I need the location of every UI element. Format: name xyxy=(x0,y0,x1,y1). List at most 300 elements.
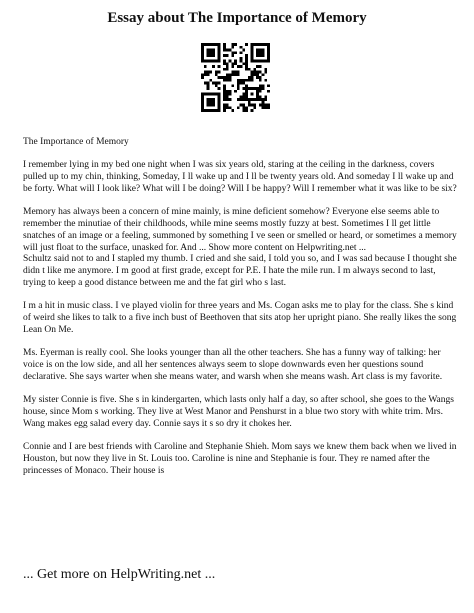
qr-module xyxy=(259,76,262,79)
qr-module xyxy=(209,51,212,54)
qr-module xyxy=(251,98,254,101)
qr-module xyxy=(223,79,226,82)
qr-module xyxy=(264,104,267,107)
qr-module xyxy=(267,54,270,57)
qr-module xyxy=(229,79,232,82)
qr-module xyxy=(212,109,215,112)
qr-module xyxy=(242,104,245,107)
qr-module xyxy=(229,93,232,96)
qr-module xyxy=(242,98,245,101)
qr-module xyxy=(231,84,234,87)
qr-module xyxy=(240,57,243,60)
qr-module xyxy=(259,43,262,46)
qr-module xyxy=(262,84,265,87)
qr-module xyxy=(267,51,270,54)
qr-module xyxy=(201,95,204,98)
qr-module xyxy=(223,106,226,109)
qr-module xyxy=(231,73,234,76)
qr-module xyxy=(248,79,251,82)
qr-module xyxy=(207,104,210,107)
qr-module xyxy=(264,98,267,101)
qr-module xyxy=(201,54,204,57)
qr-module xyxy=(218,106,221,109)
qr-module xyxy=(267,49,270,52)
qr-module xyxy=(259,60,262,63)
qr-module xyxy=(245,65,248,68)
qr-module xyxy=(262,73,265,76)
qr-module xyxy=(242,49,245,52)
qr-module xyxy=(212,82,215,85)
qr-module xyxy=(223,76,226,79)
qr-module xyxy=(251,51,254,54)
qr-module xyxy=(251,49,254,52)
qr-module xyxy=(237,82,240,85)
qr-module xyxy=(207,109,210,112)
qr-module xyxy=(231,54,234,57)
qr-module xyxy=(251,109,254,112)
qr-module xyxy=(201,104,204,107)
qr-module xyxy=(215,93,218,96)
qr-module xyxy=(231,62,234,65)
qr-module xyxy=(201,43,204,46)
qr-module xyxy=(259,90,262,93)
qr-module xyxy=(201,76,204,79)
paragraph-6: My sister Connie is five. She s in kindergarten, which lasts only half a day, so after school, she goes to the Wangs house, since Mom s working. They live at West Manor and Penshurst in a blue two story with white trim. Mrs. Wang makes egg salad every day. Connie says it s so dry it chokes her. xyxy=(23,395,454,429)
qr-module xyxy=(212,104,215,107)
paragraph-2: Memory has always been a concern of mine mainly, is mine deficient somehow? Everyone else seems able to remember the minutiae of their childhoods, while mine seems mostly fuzzy at best. Sometimes I ll get little snatches of an image or a feeling, summoned by something I ve seen or smelled or heard, or sometimes a memory will just float to the surface, unasked for. And ... Show more content on Helpwriting.net ... xyxy=(23,207,457,253)
qr-module xyxy=(264,60,267,63)
qr-module xyxy=(262,60,265,63)
qr-module xyxy=(234,90,237,93)
qr-module xyxy=(240,98,243,101)
qr-module xyxy=(245,84,248,87)
qr-module xyxy=(212,49,215,52)
qr-module xyxy=(251,57,254,60)
qr-module xyxy=(267,90,270,93)
qr-module xyxy=(223,84,226,87)
qr-module xyxy=(209,93,212,96)
document-title: Essay about The Importance of Memory xyxy=(107,10,367,26)
qr-module xyxy=(207,101,210,104)
qr-module xyxy=(253,43,256,46)
qr-module xyxy=(256,90,259,93)
qr-module xyxy=(256,87,259,90)
qr-module xyxy=(229,49,232,52)
qr-module xyxy=(240,46,243,49)
qr-module xyxy=(242,87,245,90)
qr-module xyxy=(242,62,245,65)
qr-module xyxy=(248,68,251,71)
qr-module xyxy=(204,93,207,96)
qr-module xyxy=(212,65,215,68)
qr-module xyxy=(231,71,234,74)
qr-module xyxy=(256,60,259,63)
qr-module xyxy=(240,79,243,82)
qr-module xyxy=(234,71,237,74)
qr-module xyxy=(248,76,251,79)
qr-module xyxy=(212,54,215,57)
qr-module xyxy=(218,43,221,46)
qr-module xyxy=(234,51,237,54)
qr-module xyxy=(207,73,210,76)
qr-module xyxy=(201,49,204,52)
qr-module xyxy=(240,51,243,54)
qr-module xyxy=(234,43,237,46)
qr-module xyxy=(218,104,221,107)
paragraph-4: I m a hit in music class. I ve played violin for three years and Ms. Cogan asks me to play for the class. She s kind of weird she likes to talk to a five inch bust of Beethoven that sits atop her upright piano. She really likes the song Lean On Me. xyxy=(23,301,457,335)
qr-module xyxy=(207,54,210,57)
qr-module xyxy=(223,54,226,57)
qr-module xyxy=(253,106,256,109)
qr-module xyxy=(267,84,270,87)
qr-module xyxy=(209,43,212,46)
qr-module xyxy=(223,93,226,96)
qr-module xyxy=(207,60,210,63)
qr-module xyxy=(237,98,240,101)
qr-module xyxy=(207,43,210,46)
qr-module xyxy=(251,93,254,96)
qr-module xyxy=(259,71,262,74)
qr-module xyxy=(253,73,256,76)
qr-module xyxy=(264,43,267,46)
qr-module xyxy=(229,90,232,93)
qr-module xyxy=(259,98,262,101)
qr-module xyxy=(231,65,234,68)
qr-module xyxy=(204,43,207,46)
qr-module xyxy=(262,54,265,57)
qr-module xyxy=(259,49,262,52)
qr-module xyxy=(223,95,226,98)
qr-module xyxy=(240,65,243,68)
qr-module xyxy=(226,54,229,57)
qr-module xyxy=(215,73,218,76)
qr-module xyxy=(226,98,229,101)
qr-module xyxy=(253,98,256,101)
qr-module xyxy=(209,109,212,112)
qr-module xyxy=(264,95,267,98)
qr-module xyxy=(251,73,254,76)
qr-module xyxy=(212,93,215,96)
qr-module xyxy=(223,109,226,112)
essay-heading: The Importance of Memory xyxy=(23,137,129,147)
qr-module xyxy=(248,98,251,101)
qr-module xyxy=(226,68,229,71)
qr-module xyxy=(259,87,262,90)
qr-module xyxy=(245,79,248,82)
qr-module xyxy=(201,101,204,104)
qr-module xyxy=(223,62,226,65)
qr-module xyxy=(264,106,267,109)
qr-module xyxy=(223,60,226,63)
qr-module xyxy=(201,106,204,109)
qr-module xyxy=(226,95,229,98)
qr-module xyxy=(251,71,254,74)
qr-module xyxy=(207,49,210,52)
qr-module xyxy=(207,82,210,85)
qr-module xyxy=(259,65,262,68)
qr-module xyxy=(248,87,251,90)
qr-module xyxy=(212,43,215,46)
paragraph-3: Schultz said not to and I stapled my thumb. I cried and she said, I told you so, and I was sad because I thought she didn t like me anymore. I m good at first grade, except for P.E. I hate the mile run. I m always second to last, trying to keep a good distance between me and the fat girl who s last. xyxy=(23,254,457,288)
qr-module xyxy=(262,87,265,90)
qr-module xyxy=(251,76,254,79)
qr-module xyxy=(229,60,232,63)
get-more-link[interactable]: ... Get more on HelpWriting.net ... xyxy=(23,567,216,582)
qr-module xyxy=(256,51,259,54)
essay-body xyxy=(23,137,457,489)
qr-module xyxy=(220,76,223,79)
qr-module xyxy=(201,46,204,49)
qr-module xyxy=(218,76,221,79)
qr-module xyxy=(259,95,262,98)
qr-module xyxy=(259,84,262,87)
qr-module xyxy=(209,60,212,63)
qr-module xyxy=(242,109,245,112)
qr-module xyxy=(253,71,256,74)
qr-module xyxy=(237,79,240,82)
qr-module xyxy=(234,60,237,63)
qr-module xyxy=(256,49,259,52)
qr-module xyxy=(267,106,270,109)
qr-module xyxy=(245,87,248,90)
qr-module xyxy=(201,93,204,96)
qr-module xyxy=(267,43,270,46)
qr-module xyxy=(262,98,265,101)
qr-module xyxy=(251,60,254,63)
qr-module xyxy=(259,104,262,107)
qr-module xyxy=(226,93,229,96)
qr-module xyxy=(245,109,248,112)
qr-module xyxy=(242,106,245,109)
qr-module xyxy=(226,62,229,65)
qr-module xyxy=(212,101,215,104)
qr-module xyxy=(242,79,245,82)
qr-module xyxy=(218,82,221,85)
qr-module xyxy=(267,46,270,49)
qr-module xyxy=(218,101,221,104)
qr-module xyxy=(229,98,232,101)
qr-module xyxy=(218,71,221,74)
qr-module xyxy=(201,60,204,63)
qr-module xyxy=(218,87,221,90)
qr-module xyxy=(242,95,245,98)
qr-module xyxy=(209,49,212,52)
qr-module xyxy=(256,73,259,76)
qr-module xyxy=(256,65,259,68)
qr-module xyxy=(226,90,229,93)
qr-module xyxy=(207,93,210,96)
qr-module xyxy=(259,51,262,54)
qr-module xyxy=(223,87,226,90)
qr-module xyxy=(226,65,229,68)
qr-module xyxy=(251,79,254,82)
qr-module xyxy=(207,98,210,101)
qr-module xyxy=(209,98,212,101)
qr-module xyxy=(218,46,221,49)
qr-module xyxy=(209,54,212,57)
qr-module xyxy=(237,73,240,76)
qr-module xyxy=(256,98,259,101)
qr-module xyxy=(229,73,232,76)
qr-module xyxy=(231,51,234,54)
qr-module xyxy=(237,84,240,87)
qr-module xyxy=(212,98,215,101)
qr-module xyxy=(231,43,234,46)
qr-module xyxy=(253,60,256,63)
qr-module xyxy=(253,104,256,107)
qr-module xyxy=(259,79,262,82)
qr-module xyxy=(264,68,267,71)
qr-module xyxy=(223,68,226,71)
qr-module xyxy=(237,71,240,74)
qr-module xyxy=(204,60,207,63)
qr-module xyxy=(209,101,212,104)
qr-module xyxy=(215,43,218,46)
qr-module xyxy=(226,73,229,76)
qr-module xyxy=(264,79,267,82)
qr-module xyxy=(262,101,265,104)
qr-module xyxy=(240,82,243,85)
qr-module xyxy=(215,60,218,63)
qr-module xyxy=(223,104,226,107)
qr-module xyxy=(201,109,204,112)
qr-module xyxy=(209,79,212,82)
qr-module xyxy=(262,51,265,54)
qr-module xyxy=(204,82,207,85)
qr-module xyxy=(262,106,265,109)
qr-module xyxy=(259,54,262,57)
qr-module xyxy=(240,95,243,98)
qr-module xyxy=(212,51,215,54)
qr-module xyxy=(234,62,237,65)
qr-module xyxy=(267,60,270,63)
qr-module xyxy=(256,76,259,79)
qr-module xyxy=(209,71,212,74)
qr-module xyxy=(262,49,265,52)
qr-module xyxy=(207,71,210,74)
qr-module xyxy=(204,73,207,76)
qr-module xyxy=(237,87,240,90)
qr-module xyxy=(218,49,221,52)
qr-module xyxy=(245,95,248,98)
qr-module xyxy=(253,68,256,71)
qr-module xyxy=(237,65,240,68)
qr-module xyxy=(251,54,254,57)
qr-module xyxy=(215,82,218,85)
qr-module xyxy=(207,84,210,87)
qr-module xyxy=(218,51,221,54)
qr-module xyxy=(212,60,215,63)
qr-module xyxy=(234,73,237,76)
qr-module xyxy=(245,68,248,71)
qr-module xyxy=(204,109,207,112)
qr-module xyxy=(218,60,221,63)
qr-module xyxy=(245,60,248,63)
qr-module xyxy=(245,57,248,60)
qr-module xyxy=(218,57,221,60)
qr-module xyxy=(218,109,221,112)
qr-module xyxy=(245,106,248,109)
qr-module xyxy=(204,65,207,68)
qr-module xyxy=(245,98,248,101)
qr-module xyxy=(242,93,245,96)
qr-module xyxy=(256,95,259,98)
qr-module xyxy=(262,104,265,107)
paragraph-5: Ms. Eyerman is really cool. She looks younger than all the other teachers. She has a funny way of talking: her voice is on the low side, and all her sentences always seem to slope downwards even her questions sound declarative. She says warter when she means water, and warsh when she means wash. Art class is my favorite. xyxy=(23,348,443,382)
qr-module xyxy=(237,106,240,109)
qr-module xyxy=(245,90,248,93)
qr-code-icon xyxy=(201,43,270,112)
qr-module xyxy=(226,104,229,107)
qr-module xyxy=(248,104,251,107)
qr-module xyxy=(262,43,265,46)
qr-module xyxy=(251,87,254,90)
qr-module xyxy=(218,93,221,96)
qr-module xyxy=(231,109,234,112)
qr-module xyxy=(267,104,270,107)
qr-module xyxy=(201,51,204,54)
qr-module xyxy=(240,60,243,63)
qr-module xyxy=(251,104,254,107)
qr-module xyxy=(201,73,204,76)
qr-module xyxy=(245,54,248,57)
qr-module xyxy=(223,98,226,101)
qr-module xyxy=(223,46,226,49)
qr-module xyxy=(248,101,251,104)
qr-module xyxy=(264,71,267,74)
qr-module xyxy=(218,98,221,101)
qr-module xyxy=(267,57,270,60)
qr-module xyxy=(207,51,210,54)
qr-module xyxy=(223,90,226,93)
qr-module xyxy=(251,46,254,49)
qr-module xyxy=(215,84,218,87)
qr-module xyxy=(231,46,234,49)
qr-module xyxy=(256,43,259,46)
qr-module xyxy=(245,62,248,65)
qr-module xyxy=(201,57,204,60)
qr-module xyxy=(209,104,212,107)
qr-module xyxy=(207,87,210,90)
qr-module xyxy=(256,71,259,74)
qr-module xyxy=(201,98,204,101)
qr-module xyxy=(218,65,221,68)
qr-module xyxy=(242,82,245,85)
qr-module xyxy=(223,43,226,46)
qr-module xyxy=(253,87,256,90)
qr-module xyxy=(245,93,248,96)
qr-module xyxy=(229,76,232,79)
qr-module xyxy=(204,71,207,74)
qr-module xyxy=(251,43,254,46)
qr-module xyxy=(226,49,229,52)
qr-module xyxy=(223,49,226,52)
qr-module xyxy=(229,106,232,109)
qr-module xyxy=(245,43,248,46)
qr-module xyxy=(218,54,221,57)
qr-module xyxy=(240,104,243,107)
paragraph-7: Connie and I are best friends with Caroline and Stephanie Shieh. Mom says we knew them back when we lived in Houston, but now they live in St. Louis too. Caroline is nine and Stephanie is four. They re named after the princesses of Monaco. Their house is xyxy=(23,441,457,476)
qr-module xyxy=(215,109,218,112)
qr-module xyxy=(256,54,259,57)
qr-module xyxy=(218,95,221,98)
qr-module xyxy=(256,93,259,96)
qr-module xyxy=(226,106,229,109)
qr-module xyxy=(215,71,218,74)
qr-module xyxy=(226,79,229,82)
qr-module xyxy=(226,76,229,79)
paragraph-1: I remember lying in my bed one night when I was six years old, staring at the ceiling in the darkness, covers pulled up to my chin, thinking, Someday, I ll wake up and I ll be twenty years old. And someday I ll wake up and be forty. What will I look like? What will I be doing? Will I be happy? Will I remember what it was like to be six? xyxy=(23,160,457,194)
